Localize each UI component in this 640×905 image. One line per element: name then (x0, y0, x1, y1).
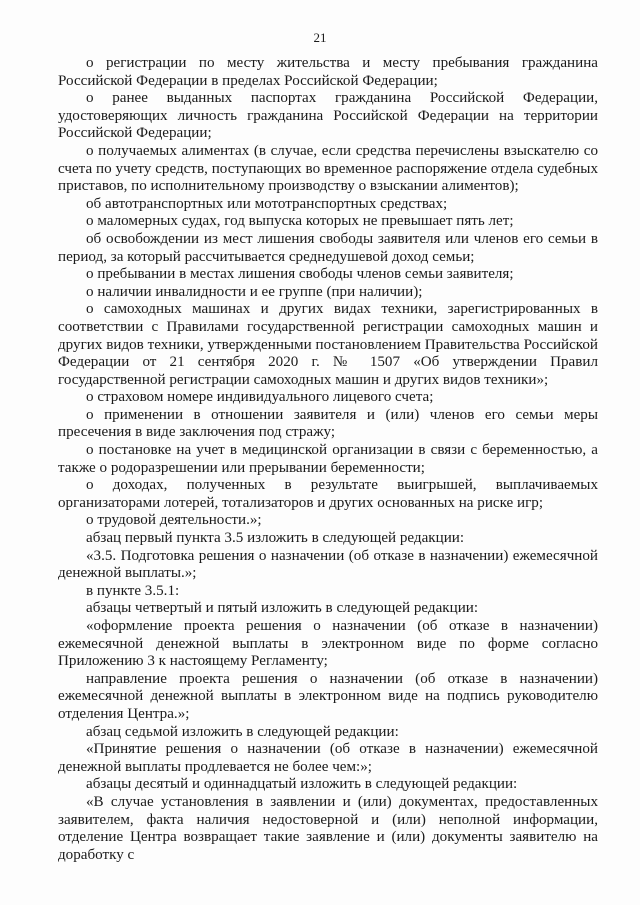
paragraph: «3.5. Подготовка решения о назначении (об отказе в назначении) ежемесячной денежной выплаты.»; (58, 547, 598, 582)
paragraph: о маломерных судах, год выпуска которых не превышает пять лет; (86, 213, 514, 230)
paragraph: «Принятие решения о назначении (об отказе в назначении) ежемесячной денежной выплаты продлевается не более чем:»; (58, 741, 598, 775)
paragraph: о пребывании в местах лишения свободы членов семьи заявителя; (86, 266, 514, 283)
page-number: 21 (313, 30, 327, 45)
paragraph: о применении в отношении заявителя и (или) членов его семьи меры пресечения в виде заключения под стражу; (58, 406, 598, 441)
paragraph: абзац первый пункта 3.5 изложить в следующей редакции: (86, 530, 465, 547)
paragraph: абзацы десятый и одиннадцатый изложить в следующей редакции: (86, 776, 518, 793)
paragraph: о трудовой деятельности.»; (86, 512, 262, 529)
paragraph: направление проекта решения о назначении (об отказе в назначении) ежемесячной денежной выплаты в электронном виде на подпись руководителю отделения Центра.»; (58, 670, 598, 722)
paragraph: «оформление проекта решения о назначении (об отказе в назначении) ежемесячной денежной выплаты в электронном виде по форме согласно Приложению 3 к настоящему Регламенту; (58, 618, 598, 670)
paragraph: абзац седьмой изложить в следующей редакции: (86, 723, 399, 740)
paragraph: о доходах, полученных в результате выигрышей, выплачиваемых организаторами лотерей, тотализаторов и других основанных на риске игр; (58, 477, 598, 511)
paragraph: о наличии инвалидности и ее группе (при наличии); (86, 283, 423, 300)
document-body (58, 55, 598, 864)
paragraph: об автотранспортных или мототранспортных средствах; (86, 195, 448, 212)
paragraph: об освобождении из мест лишения свободы заявителя или членов его семьи в период, за который рассчитывается среднедушевой доход семьи; (58, 230, 598, 265)
paragraph: о получаемых алиментах (в случае, если средства перечислены взыскателю со счета по учету средств, поступающих во временное распоряжение отдела судебных приставов, по исполнительному производству о взыскании алиментов); (58, 142, 598, 195)
paragraph: в пункте 3.5.1: (86, 582, 180, 599)
paragraph: абзацы четвертый и пятый изложить в следующей редакции: (86, 600, 479, 617)
paragraph: о самоходных машинах и других видах техники, зарегистрированных в соответствии с Правилами государственной регистрации самоходных машин и других видов техники, утвержденными постановлением Правительства Российской Федерации от 21 сентября 2020 г. № 1507 «Об утверждении Правил государственной регистрации самоходных машин и других видов техники»; (58, 301, 598, 388)
paragraph: о ранее выданных паспортах гражданина Российской Федерации, удостоверяющих личность гражданина Российской Федерации на территории Российской Федерации; (58, 90, 598, 142)
paragraph: о страховом номере индивидуального лицевого счета; (86, 389, 434, 406)
paragraph: о регистрации по месту жительства и месту пребывания гражданина Российской Федерации в пределах Российской Федерации; (58, 55, 598, 89)
paragraph: о постановке на учет в медицинской организации в связи с беременностью, а также о родоразрешении или прерывании беременности; (58, 442, 598, 476)
paragraph: «В случае установления в заявлении и (или) документах, предоставленных заявителем, факта наличия недостоверной и (или) неполной информации, отделение Центра возвращает такие заявление и (или) документы заявителю на доработку с (58, 793, 598, 863)
